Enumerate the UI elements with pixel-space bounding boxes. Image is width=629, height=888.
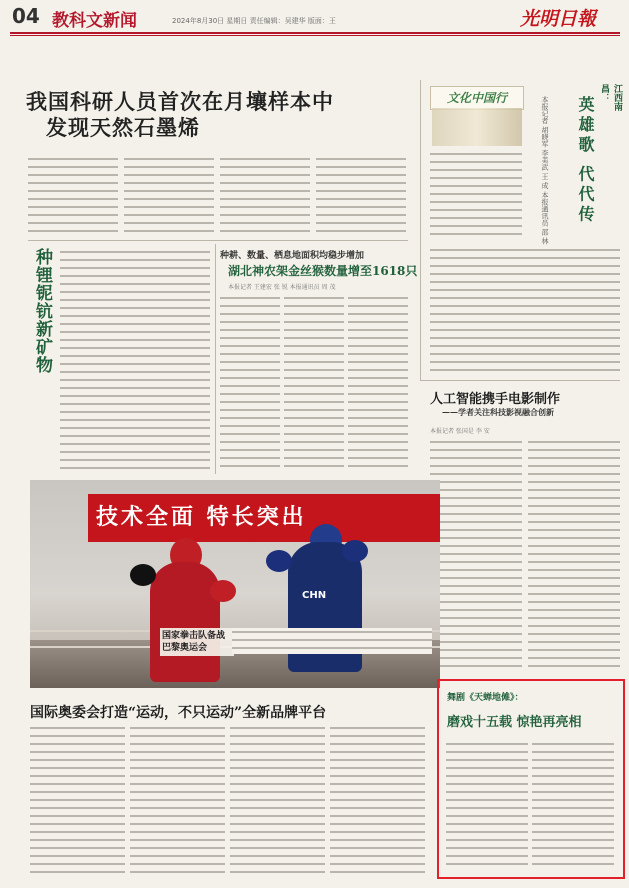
lead-body-col-3 [220, 155, 310, 235]
left-story-body [60, 248, 210, 473]
edition-info: 2024年8月30日 星期日 责任编辑：吴建华 版面：王 [172, 17, 336, 25]
boxing-photo [30, 480, 440, 688]
bottom-body-col-3 [230, 724, 325, 874]
bottom-body-col-1 [30, 724, 125, 874]
red-boxer [150, 562, 220, 682]
ai-film-body-col-1 [430, 438, 522, 670]
box-body-col-1 [446, 740, 528, 868]
culture-byline: 本报记者 胡晓军 李美武 王 成 本报通讯员 邵 林 [541, 96, 549, 245]
bottom-body-col-2 [130, 724, 225, 874]
photo-caption [232, 628, 432, 654]
left-vertical-headline[interactable]: 种锂铌钪新矿物 [32, 248, 52, 374]
divider [28, 240, 408, 241]
divider [420, 80, 421, 380]
section-title: 教科文新闻 [52, 11, 137, 31]
lead-body-col-2 [124, 155, 214, 235]
lead-headline-line-1[interactable]: 我国科研人员首次在月壤样本中 [26, 89, 334, 114]
center-kicker: 种耕、数量、栖息地面积均稳步增加 [220, 251, 365, 261]
center-byline: 本报记者 王建宏 张 锐 本报通讯员 周 茂 [228, 284, 336, 291]
masthead-rule [10, 32, 620, 34]
ai-film-body-col-2 [528, 438, 620, 670]
red-glove [130, 564, 156, 586]
culture-headline[interactable]: 英雄歌 代代传 [576, 96, 595, 226]
blue-glove [342, 540, 368, 562]
ai-film-subheadline: ——学者关注科技影视融合创新 [442, 407, 554, 417]
box-headline[interactable]: 磨戏十五载 惊艳再亮相 [447, 715, 582, 730]
red-glove [210, 580, 236, 602]
box-body-col-2 [532, 740, 614, 868]
center-body-col-1 [220, 294, 280, 472]
banner-text: 技术全面 特长突出 [96, 504, 307, 530]
jersey-text: CHN [302, 590, 327, 601]
divider [420, 380, 620, 381]
bottom-headline[interactable]: 国际奥委会打造“运动，不只运动”全新品牌平台 [30, 705, 327, 721]
center-body-col-3 [348, 294, 408, 472]
center-headline[interactable]: 湖北神农架金丝猴数量增至1618只 [228, 264, 418, 278]
lead-body-col-4 [316, 155, 406, 235]
lead-headline-line-2[interactable]: 发现天然石墨烯 [46, 115, 200, 140]
lead-body-col-1 [28, 155, 118, 235]
ai-film-byline: 本报记者 张国是 李 安 [430, 428, 490, 435]
bottom-body-col-4 [330, 724, 425, 874]
newspaper-logo: 光明日報 [520, 8, 597, 30]
culture-body [430, 246, 620, 374]
ai-film-headline[interactable]: 人工智能携手电影制作 [430, 392, 561, 407]
blue-glove [266, 550, 292, 572]
page-number: 04 [12, 4, 40, 28]
center-body-col-2 [284, 294, 344, 472]
photo-caption-title: 国家拳击队备战巴黎奥运会 [160, 628, 234, 656]
culture-column-logo: 文化中国行 [430, 86, 524, 110]
masthead-rule-thin [10, 35, 620, 36]
box-kicker: 舞剧《天蝉地傩》： [447, 693, 524, 703]
culture-intro [430, 150, 522, 240]
divider [215, 244, 216, 474]
culture-series-label: 江西南昌： [599, 84, 622, 111]
culture-decoration [432, 108, 522, 146]
